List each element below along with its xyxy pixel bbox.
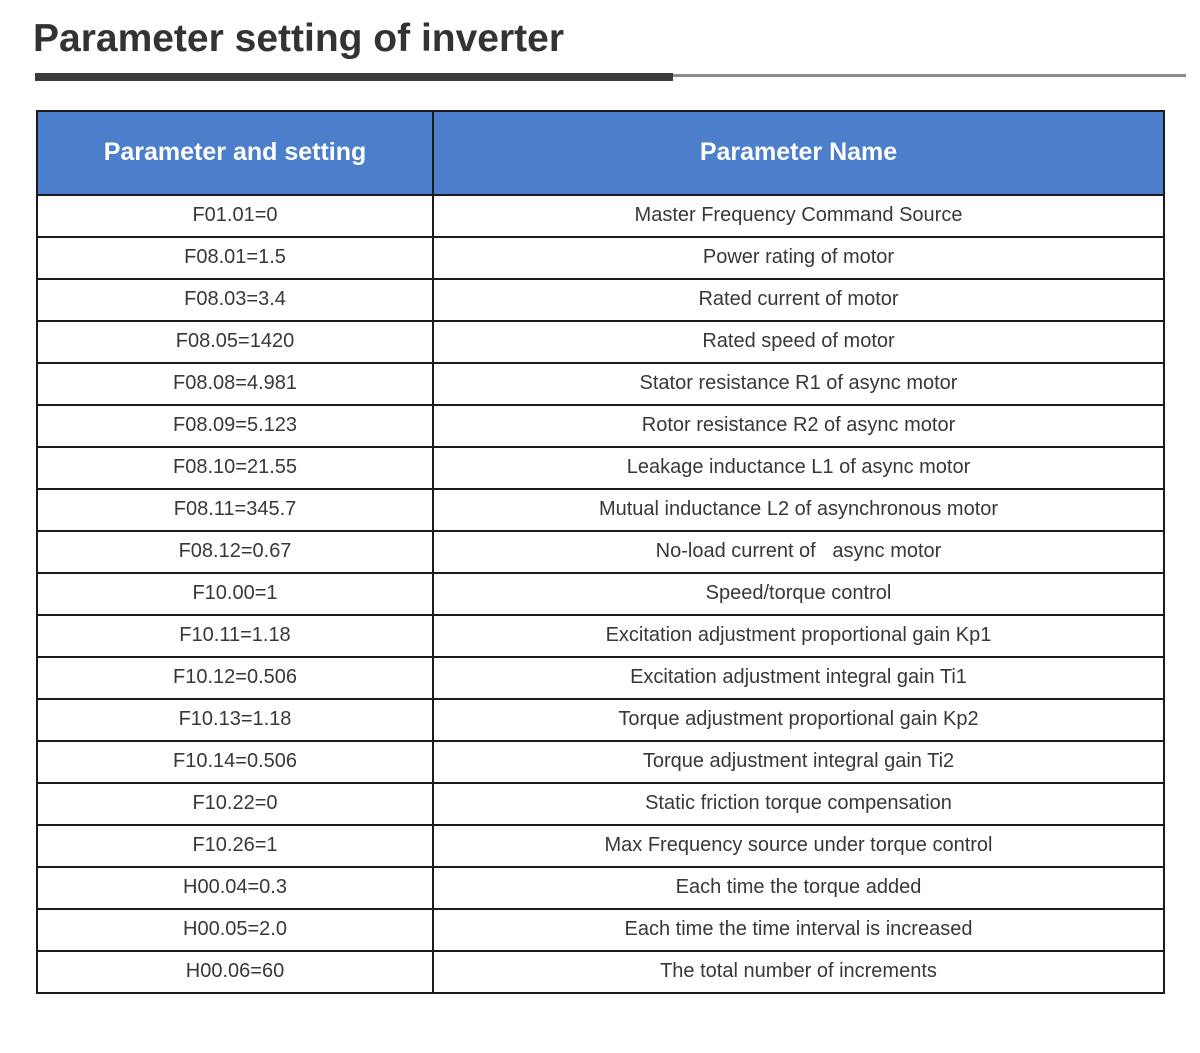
parameter-setting-cell: F08.08=4.981 [37, 363, 433, 405]
parameter-name-cell: Stator resistance R1 of async motor [433, 363, 1164, 405]
parameter-setting-cell: F08.12=0.67 [37, 531, 433, 573]
parameter-name-cell: Each time the time interval is increased [433, 909, 1164, 951]
table-row [37, 615, 1164, 657]
parameter-setting-cell: F08.11=345.7 [37, 489, 433, 531]
parameter-setting-cell: F10.00=1 [37, 573, 433, 615]
table-row [37, 279, 1164, 321]
parameter-name-cell: Static friction torque compensation [433, 783, 1164, 825]
table-row [37, 783, 1164, 825]
parameter-setting-cell: F08.09=5.123 [37, 405, 433, 447]
table-row [37, 657, 1164, 699]
parameter-name-cell: Master Frequency Command Source [433, 195, 1164, 237]
parameter-name-cell: Each time the torque added [433, 867, 1164, 909]
parameter-setting-cell: F08.10=21.55 [37, 447, 433, 489]
parameter-setting-cell: F10.14=0.506 [37, 741, 433, 783]
parameter-setting-cell: F10.22=0 [37, 783, 433, 825]
parameter-name-cell: No-load current of async motor [433, 531, 1164, 573]
table-row [37, 741, 1164, 783]
table-body [37, 195, 1164, 993]
parameter-name-cell: Leakage inductance L1 of async motor [433, 447, 1164, 489]
parameter-name-cell: Torque adjustment integral gain Ti2 [433, 741, 1164, 783]
parameter-setting-cell: H00.06=60 [37, 951, 433, 993]
parameter-table [36, 110, 1165, 994]
table-row [37, 573, 1164, 615]
parameter-name-cell: Speed/torque control [433, 573, 1164, 615]
parameter-name-cell: The total number of increments [433, 951, 1164, 993]
table-row [37, 447, 1164, 489]
parameter-setting-cell: H00.04=0.3 [37, 867, 433, 909]
parameter-name-cell: Rated current of motor [433, 279, 1164, 321]
parameter-setting-cell: F08.05=1420 [37, 321, 433, 363]
header-parameter-name: Parameter Name [433, 111, 1164, 195]
table-row [37, 825, 1164, 867]
parameter-setting-cell: F10.26=1 [37, 825, 433, 867]
parameter-name-cell: Max Frequency source under torque control [433, 825, 1164, 867]
title-underline [35, 73, 1186, 81]
parameter-name-cell: Rotor resistance R2 of async motor [433, 405, 1164, 447]
table-row [37, 195, 1164, 237]
header-parameter-and-setting: Parameter and setting [37, 111, 433, 195]
parameter-setting-cell: F10.12=0.506 [37, 657, 433, 699]
parameter-setting-cell: F01.01=0 [37, 195, 433, 237]
table-row [37, 951, 1164, 993]
table-header [37, 111, 1164, 195]
table-row [37, 321, 1164, 363]
parameter-setting-cell: H00.05=2.0 [37, 909, 433, 951]
table-row [37, 237, 1164, 279]
table-row [37, 867, 1164, 909]
title-underline-light-segment [673, 74, 1186, 77]
parameter-name-cell: Torque adjustment proportional gain Kp2 [433, 699, 1164, 741]
parameter-name-cell: Mutual inductance L2 of asynchronous motor [433, 489, 1164, 531]
table-row [37, 531, 1164, 573]
parameter-name-cell: Rated speed of motor [433, 321, 1164, 363]
table-row [37, 909, 1164, 951]
parameter-setting-cell: F10.11=1.18 [37, 615, 433, 657]
parameter-setting-cell: F08.01=1.5 [37, 237, 433, 279]
table-row [37, 699, 1164, 741]
table-row [37, 489, 1164, 531]
parameter-name-cell: Power rating of motor [433, 237, 1164, 279]
table-header-row [37, 111, 1164, 195]
table-row [37, 363, 1164, 405]
parameter-setting-cell: F10.13=1.18 [37, 699, 433, 741]
page-title: Parameter setting of inverter [33, 17, 565, 60]
title-underline-dark-segment [35, 73, 673, 81]
parameter-name-cell: Excitation adjustment integral gain Ti1 [433, 657, 1164, 699]
parameter-setting-cell: F08.03=3.4 [37, 279, 433, 321]
parameter-name-cell: Excitation adjustment proportional gain Kp1 [433, 615, 1164, 657]
table-row [37, 405, 1164, 447]
